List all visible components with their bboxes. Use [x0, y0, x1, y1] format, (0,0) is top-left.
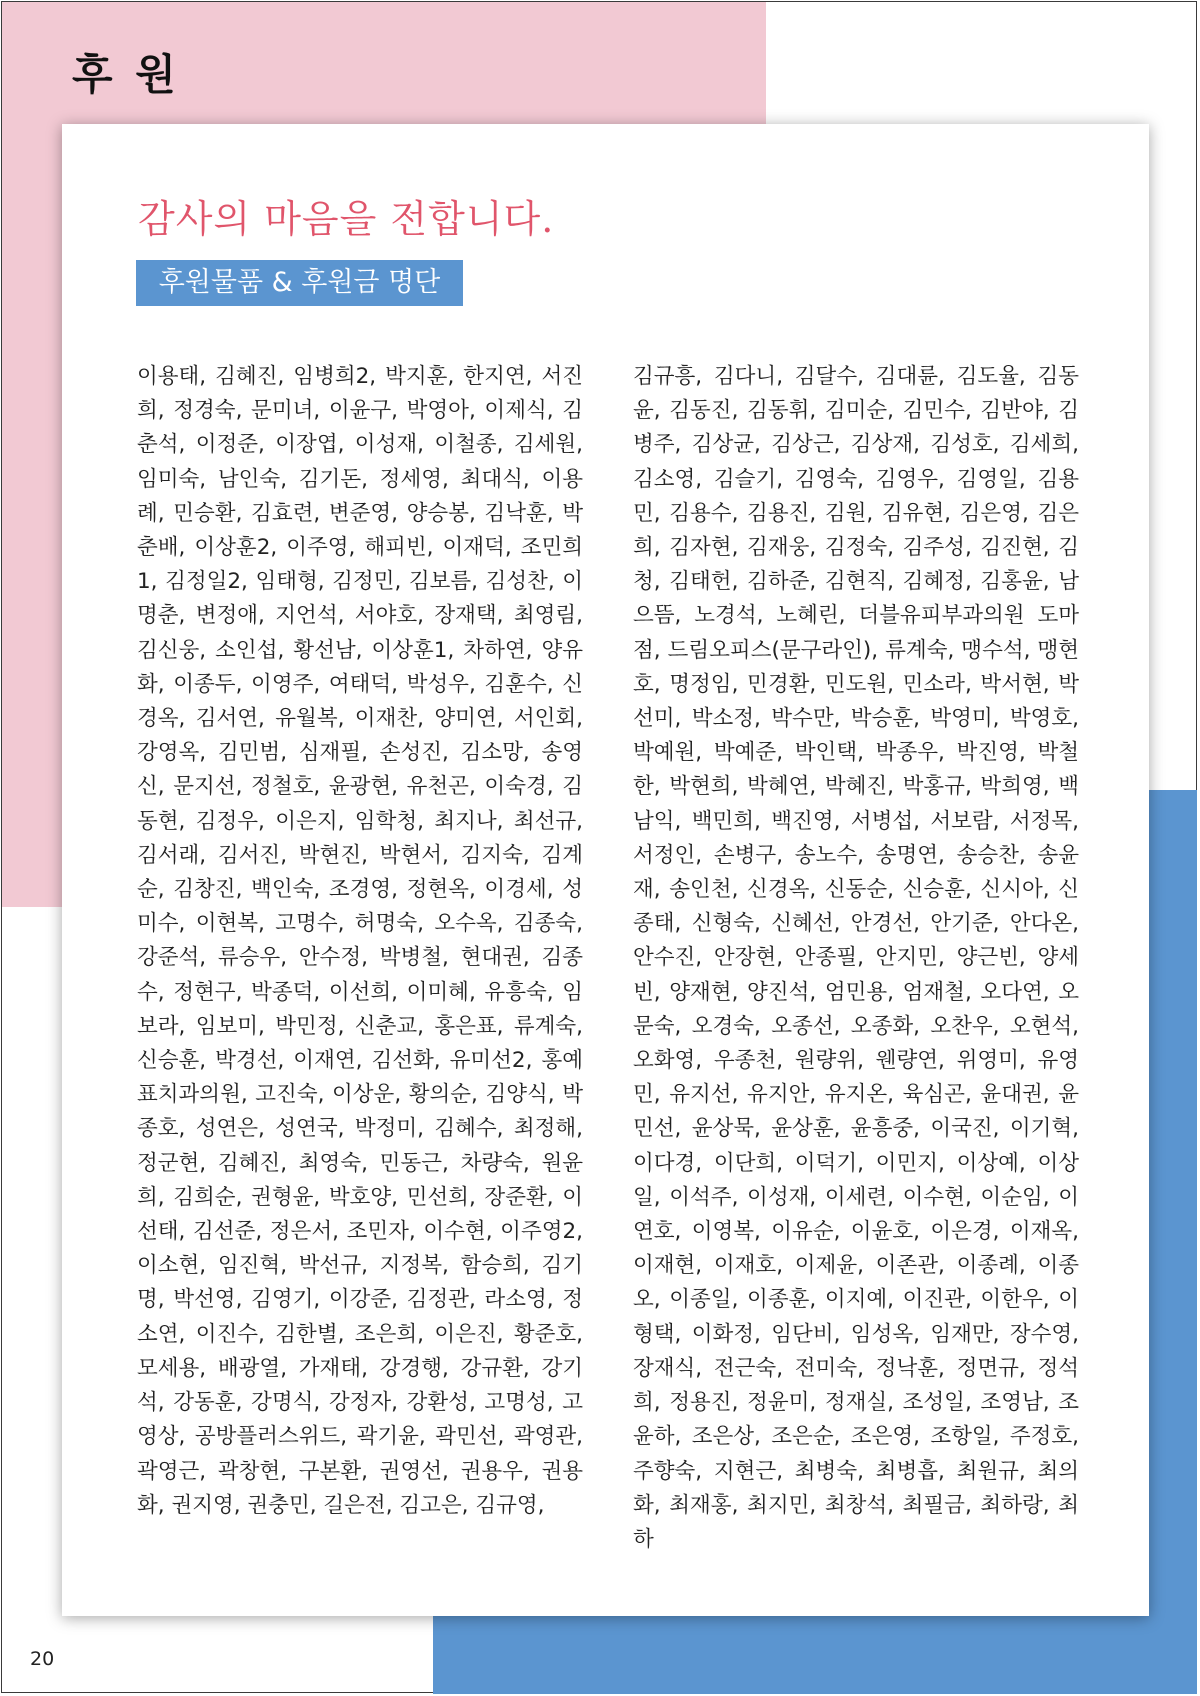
donor-card — [62, 124, 1149, 1616]
page-number: 20 — [30, 1648, 55, 1670]
donor-list-label: 후원물품 & 후원금 명단 — [136, 260, 463, 306]
section-title: 후 원 — [72, 50, 180, 99]
thanks-heading: 감사의 마음을 전합니다. — [138, 197, 555, 241]
donor-names-left-column: 이용태, 김혜진, 임병희2, 박지훈, 한지연, 서진희, 정경숙, 문미녀, 이윤구, 박영아, 이제식, 김춘석, 이정준, 이장엽, 이성재, 이철종, 김세원, 임미숙, 남인숙, 김기돈, 정세영, 최대식, 이용례, 민승환, 김효련, 변준영, 양승봉, 김낙훈, 박춘배, 이상훈2, 이주영, 해피빈, 이재덕, 조민희1, 김정일2, 임태형, 김정민, 김보름, 김성찬, 이명춘, 변정애, 지언석, 서야호, 장재택, 최영림, 김신웅, 소인섭, 황선남, 이상훈1, 차하연, 양유화, 이종두, 이영주, 여태덕, 박성우, 김훈수, 신경옥, 김서연, 유월복, 이재찬, 양미연, 서인회, 강영옥, 김민범, 심재필, 손성진, 김소망, 송영신, 문지선, 정철호, 윤광현, 유천곤, 이숙경, 김동현, 김정우, 이은지, 임학청, 최지나, 최선규, 김서래, 김서진, 박현진, 박현서, 김지숙, 김계순, 김창진, 백인숙, 조경영, 정현옥, 이경세, 성미수, 이현복, 고명수, 허명숙, 오수옥, 김종숙, 강준석, 류승우, 안수정, 박병철, 현대권, 김종수, 정현구, 박종덕, 이선희, 이미혜, 유흥숙, 임보라, 임보미, 박민정, 신춘교, 홍은표, 류계숙, 신승훈, 박경선, 이재연, 김선화, 유미선2, 홍예표치과의원, 고진숙, 이상운, 황의순, 김양식, 박종호, 성연은, 성연국, 박정미, 김혜수, 최정해, 정군현, 김혜진, 최영숙, 민동근, 차량숙, 원윤희, 김희순, 권형윤, 박호양, 민선희, 장준환, 이선태, 김선준, 정은서, 조민자, 이수현, 이주영2, 이소현, 임진혁, 박선규, 지정복, 함승희, 김기명, 박선영, 김영기, 이강준, 김정관, 라소영, 정소연, 이진수, 김한별, 조은희, 이은진, 황준호, 모세용, 배광열, 가재태, 강경행, 강규환, 강기석, 강동훈, 강명식, 강정자, 강환성, 고명성, 고영상, 공방플러스위드, 곽기윤, 곽민선, 곽영관, 곽영근, 곽창현, 구본환, 권영선, 권용우, 권용화, 권지영, 권충민, 길은전, 김고은, 김규영, — [137, 364, 583, 1518]
donor-names-right-column: 김규흥, 김다니, 김달수, 김대륜, 김도율, 김동윤, 김동진, 김동휘, 김미순, 김민수, 김반야, 김병주, 김상균, 김상근, 김상재, 김성호, 김세희, 김소영, 김슬기, 김영숙, 김영우, 김영일, 김용민, 김용수, 김용진, 김원, 김유현, 김은영, 김은희, 김자현, 김재웅, 김정숙, 김주성, 김진현, 김청, 김태헌, 김하준, 김현직, 김혜정, 김홍윤, 남으뜸, 노경석, 노혜린, 더블유피부과의원 도마점, 드림오피스(문구라인), 류계숙, 맹수석, 맹현호, 명정임, 민경환, 민도원, 민소라, 박서현, 박선미, 박소정, 박수만, 박승훈, 박영미, 박영호, 박예원, 박예준, 박인택, 박종우, 박진영, 박철한, 박현희, 박혜연, 박혜진, 박홍규, 박희영, 백남익, 백민희, 백진영, 서병섭, 서보람, 서정목, 서정인, 손병구, 송노수, 송명연, 송승찬, 송윤재, 송인천, 신경옥, 신동순, 신승훈, 신시아, 신종태, 신형숙, 신혜선, 안경선, 안기준, 안다온, 안수진, 안장현, 안종필, 안지민, 양근빈, 양세빈, 양재현, 양진석, 엄민용, 엄재철, 오다연, 오문숙, 오경숙, 오종선, 오종화, 오찬우, 오현석, 오화영, 우종천, 원량위, 웬량연, 위영미, 유영민, 유지선, 유지안, 유지온, 육심곤, 윤대권, 윤민선, 윤상묵, 윤상훈, 윤흥중, 이국진, 이기혁, 이다경, 이단희, 이덕기, 이민지, 이상예, 이상일, 이석주, 이성재, 이세련, 이수현, 이순임, 이연호, 이영복, 이유순, 이윤호, 이은경, 이재옥, 이재현, 이재호, 이제윤, 이존관, 이종례, 이종오, 이종일, 이종훈, 이지예, 이진관, 이한우, 이형택, 이화정, 임단비, 임성옥, 임재만, 장수영, 장재식, 전근숙, 전미숙, 정낙훈, 정면규, 정석희, 정용진, 정윤미, 정재실, 조성일, 조영남, 조윤하, 조은상, 조은순, 조은영, 조항일, 주정호, 주향숙, 지현근, 최병숙, 최병흡, 최원규, 최의화, 최재홍, 최지민, 최창석, 최필금, 최하랑, 최하 — [633, 364, 1079, 1552]
